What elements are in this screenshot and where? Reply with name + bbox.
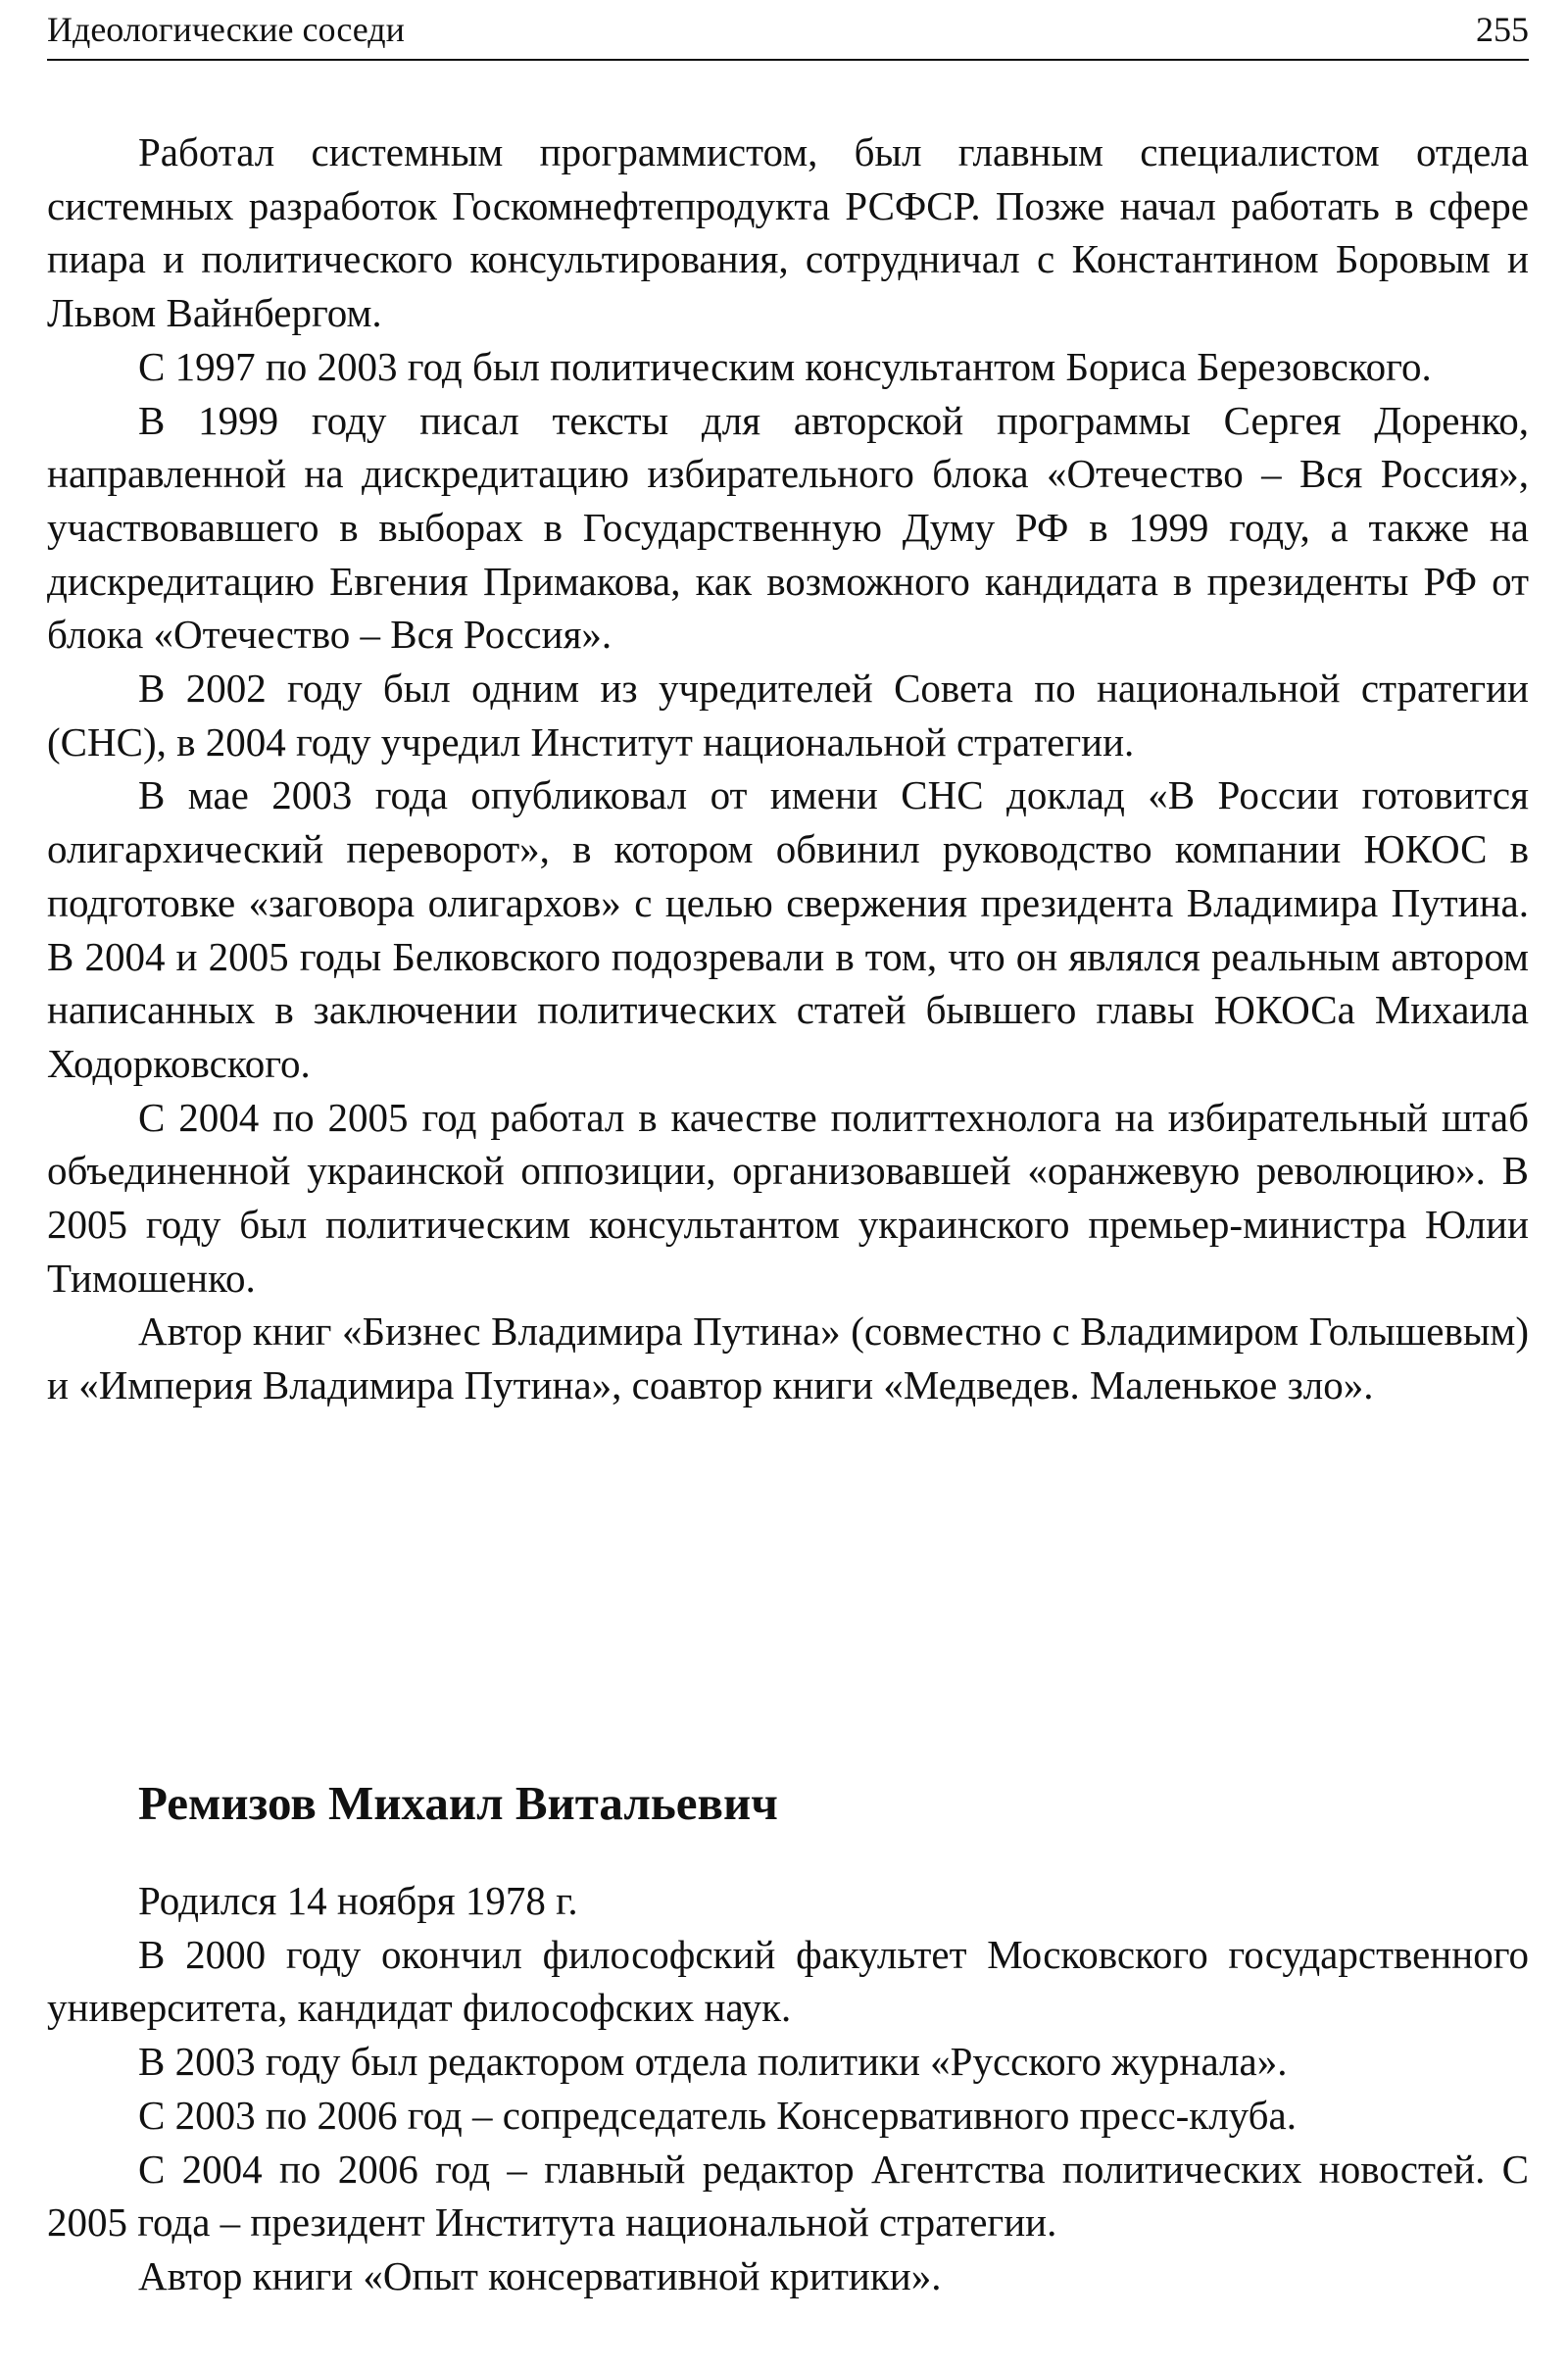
paragraph: Автор книг «Бизнес Владимира Путина» (совместно с Владимиром Голышевым) и «Империя Владимира Путина», соавтор книги «Медведев. Маленькое зло». <box>47 1308 1529 1408</box>
page-number: 255 <box>1476 10 1529 49</box>
paragraph: С 1997 по 2003 год был политическим консультантом Бориса Березовского. <box>138 343 1432 389</box>
paragraph: С 2003 по 2006 год – сопредседатель Консервативного пресс-клуба. <box>138 2092 1297 2138</box>
paragraph: В 2000 году окончил философский факультет Московского государственного университета, кандидат философских наук. <box>47 1931 1529 2031</box>
paragraph: В 2003 году был редактором отдела политики «Русского журнала». <box>138 2039 1288 2085</box>
paragraph: В 1999 году писал тексты для авторской программы Сергея Доренко, направленной на дискредитацию избирательного блока «Отечество – Вся Россия», участвовавшего в выборах в Государственную Думу РФ в 1999 году, а также на дискредитацию Евгения Примакова, как возможного кандидата в президенты РФ от блока «Отечество – Вся Россия». <box>47 397 1529 658</box>
section-heading: Ремизов Михаил Витальевич <box>138 1776 778 1830</box>
section-belkovsky-text <box>47 125 1529 1412</box>
paragraph: С 2004 по 2005 год работал в качестве политтехнолога на избирательный штаб объединенной украинской оппозиции, организовавшей «оранжевую революцию». В 2005 году был политическим консультантом украинского премьер-министра Юлии Тимошенко. <box>47 1094 1529 1301</box>
paragraph: Работал системным программистом, был главным специалистом отдела системных разработок Госкомнефтепродукта РСФСР. Позже начал работать в сфере пиара и политического консультирования, сотрудничал с Константином Боровым и Львом Вайнбергом. <box>47 129 1529 336</box>
book-page <box>47 0 1529 2370</box>
running-title: Идеологические соседи <box>47 10 405 49</box>
running-head <box>47 8 1529 61</box>
section-remizov-text <box>47 1874 1529 2303</box>
paragraph: Родился 14 ноября 1978 г. <box>138 1878 578 1923</box>
paragraph: В мае 2003 года опубликовал от имени СНС доклад «В России готовится олигархический переворот», в котором обвинил руководство компании ЮКОС в подготовке «заговора олигархов» с целью свержения президента Владимира Путина. В 2004 и 2005 годы Белковского подозревали в том, что он являлся реальным автором написанных в заключении политических статей бывшего главы ЮКОСа Михаила Ходорковского. <box>47 772 1529 1086</box>
paragraph: Автор книги «Опыт консервативной критики». <box>138 2252 942 2298</box>
paragraph: В 2002 году был одним из учредителей Совета по национальной стратегии (СНС), в 2004 году учредил Институт национальной стратегии. <box>47 666 1529 765</box>
paragraph: С 2004 по 2006 год – главный редактор Агентства политических новостей. С 2005 года – президент Института национальной стратегии. <box>47 2146 1529 2246</box>
